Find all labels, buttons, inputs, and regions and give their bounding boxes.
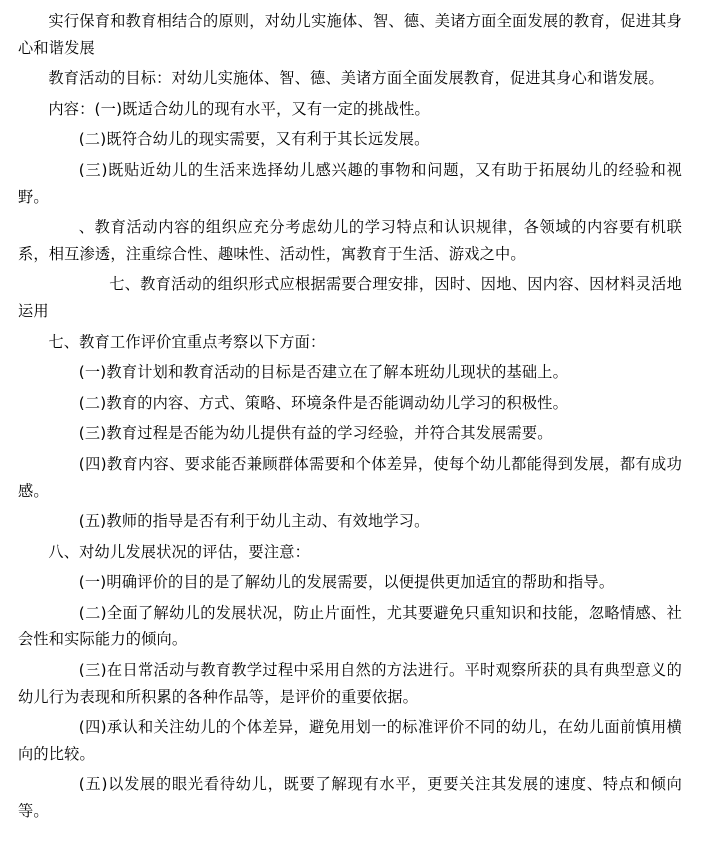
paragraph: (一)教育计划和教育活动的目标是否建立在了解本班幼儿现状的基础上。 [78, 363, 569, 382]
paragraph: (一)明确评价的目的是了解幼儿的发展需要，以便提供更加适宜的帮助和指导。 [78, 573, 615, 592]
paragraph: (五)教师的指导是否有利于幼儿主动、有效地学习。 [78, 512, 430, 531]
paragraph: (三)教育过程是否能为幼儿提供有益的学习经验，并符合其发展需要。 [78, 424, 553, 443]
paragraph: 、教育活动内容的组织应充分考虑幼儿的学习特点和认识规律，各领域的内容要有机联系，相互渗透，注重综合性、趣味性、活动性，寓教育于生活、游戏之中。 [18, 218, 682, 263]
paragraph: 教育活动的目标：对幼儿实施体、智、德、美诸方面全面发展教育，促进其身心和谐发展。 [48, 69, 664, 88]
paragraph: 七、教育活动的组织形式应根据需要合理安排，因时、因地、因内容、因材料灵活地运用 [18, 275, 682, 320]
paragraph: (二)教育的内容、方式、策略、环境条件是否能调动幼儿学习的积极性。 [78, 393, 569, 412]
paragraph: 七、教育工作评价宜重点考察以下方面： [48, 332, 326, 351]
paragraph: (三)在日常活动与教育教学过程中采用自然的方法进行。平时观察所获的具有典型意义的幼儿行为表现和所积累的各种作品等，是评价的重要依据。 [18, 661, 682, 706]
paragraph: (四)教育内容、要求能否兼顾群体需要和个体差异，使每个幼儿都能得到发展，都有成功感。 [18, 454, 682, 500]
paragraph: (二)全面了解幼儿的发展状况，防止片面性，尤其要避免只重知识和技能，忽略情感、社会性和实际能力的倾向。 [18, 603, 682, 649]
paragraph: (二)既符合幼儿的现实需要，又有利于其长远发展。 [78, 130, 430, 149]
paragraph: (三)既贴近幼儿的生活来选择幼儿感兴趣的事物和问题，又有助于拓展幼儿的经验和视野。 [18, 160, 682, 206]
paragraph: 八、对幼儿发展状况的评估，要注意： [48, 542, 310, 561]
paragraph: 实行保育和教育相结合的原则，对幼儿实施体、智、德、美诸方面全面发展的教育，促进其身心和谐发展 [18, 12, 682, 57]
paragraph: (四)承认和关注幼儿的个体差异，避免用划一的标准评价不同的幼儿，在幼儿面前慎用横向的比较。 [18, 718, 682, 763]
paragraph: (五)以发展的眼光看待幼儿，既要了解现有水平，更要关注其发展的速度、特点和倾向等。 [18, 775, 682, 821]
paragraph: 内容：(一)既适合幼儿的现有水平，又有一定的挑战性。 [48, 99, 430, 118]
